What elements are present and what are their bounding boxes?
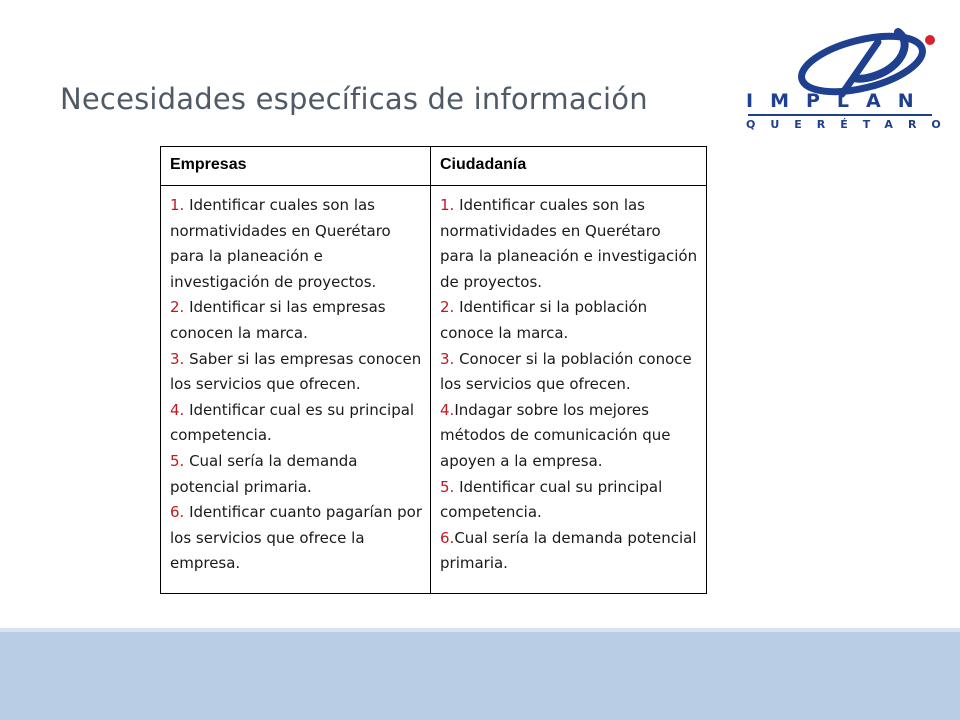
- implan-logo: [740, 20, 956, 135]
- item-text: Indagar sobre los mejores métodos de comunicación que apoyen a la empresa.: [440, 400, 671, 470]
- item-number: 1.: [170, 196, 185, 214]
- item-text: Identificar cuanto pagarían por los servicios que ofrece la empresa.: [170, 503, 423, 573]
- item-text: Conocer si la población conoce los servicios que ofrecen.: [440, 349, 692, 394]
- needs-table: [160, 146, 707, 594]
- list-item: [440, 475, 698, 526]
- item-number: 5.: [440, 477, 455, 496]
- list-item: [170, 347, 422, 398]
- header-ciudadania: Ciudadanía: [431, 147, 707, 186]
- item-number: 2.: [170, 298, 185, 317]
- list-item: [170, 193, 422, 295]
- footer-band: [0, 628, 960, 720]
- list-item: [440, 526, 698, 577]
- list-item: [170, 500, 422, 577]
- logo-subtitle: QUERÉTARO: [746, 118, 956, 131]
- table-row: [161, 186, 707, 594]
- item-number: 6.: [170, 503, 185, 522]
- list-item: [170, 449, 422, 500]
- ciudadania-cell: [431, 186, 707, 594]
- item-number: 3.: [440, 349, 455, 368]
- table-header-row: [161, 147, 707, 186]
- item-number: 2.: [440, 298, 455, 317]
- item-text: Identificar cuales son las normatividades en Querétaro para la planeación e investigación de proyectos.: [440, 196, 698, 291]
- list-item: [440, 398, 698, 475]
- item-number: 6.: [440, 528, 455, 547]
- list-item: [170, 295, 422, 346]
- item-text: Identificar si la población conoce la marca.: [440, 298, 648, 342]
- empresas-cell: [161, 186, 431, 594]
- item-number: 1.: [440, 196, 455, 214]
- item-text: Saber si las empresas conocen los servicios que ofrecen.: [170, 349, 422, 394]
- item-number: 3.: [170, 349, 185, 368]
- item-text: Identificar cuales son las normatividades en Querétaro para la planeación e investigación de proyectos.: [170, 196, 391, 291]
- implan-logo-mark-icon: [780, 20, 940, 100]
- item-number: 4.: [440, 400, 455, 419]
- item-text: Cual sería la demanda potencial primaria.: [440, 528, 697, 573]
- item-text: Cual sería la demanda potencial primaria.: [170, 451, 358, 496]
- item-number: 5.: [170, 451, 185, 470]
- logo-divider: [748, 114, 932, 116]
- logo-wordmark: IMPLAN: [746, 90, 931, 112]
- list-item: [170, 398, 422, 449]
- item-text: Identificar cual su principal competencia.: [440, 477, 663, 522]
- item-text: Identificar cual es su principal competencia.: [170, 400, 415, 445]
- item-text: Identificar si las empresas conocen la marca.: [170, 298, 386, 342]
- slide-title: Necesidades específicas de información: [60, 82, 648, 116]
- list-item: [440, 347, 698, 398]
- list-item: [440, 193, 698, 295]
- item-number: 4.: [170, 400, 185, 419]
- list-item: [440, 295, 698, 346]
- header-empresas: Empresas: [161, 147, 431, 186]
